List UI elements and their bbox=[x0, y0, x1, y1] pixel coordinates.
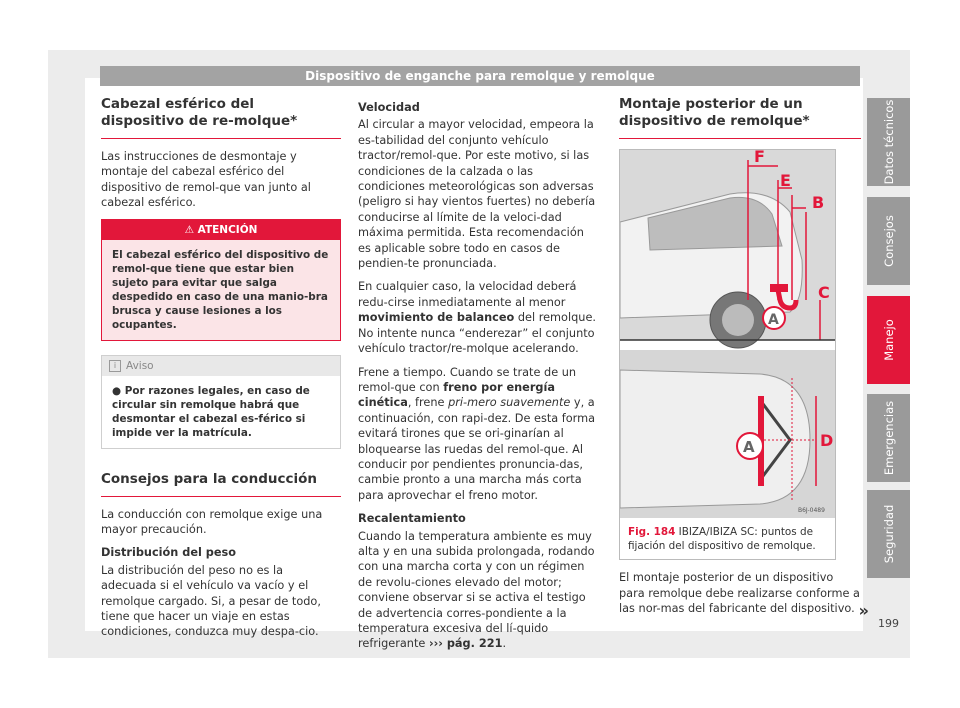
balanceo-text bbox=[358, 279, 600, 356]
continue-icon: » bbox=[858, 601, 869, 621]
warning-header bbox=[102, 220, 340, 240]
tab-label: Consejos bbox=[881, 215, 896, 267]
label-a-top: A bbox=[743, 438, 755, 456]
note-item bbox=[102, 376, 340, 448]
label-a-side: A bbox=[768, 312, 779, 328]
note-box bbox=[101, 355, 341, 449]
warning-text: El cabezal esférico del dispositivo de remol-que tiene que estar bien sujeto para evitar que salga despedido en caso de una manio-bra brusca y cause lesiones a los ocupantes. bbox=[102, 240, 340, 340]
frenado-text bbox=[358, 365, 600, 504]
label-f: F bbox=[754, 150, 765, 166]
chapter-header: Dispositivo de enganche para remolque y remolque bbox=[100, 66, 860, 86]
section-title-montaje: Montaje posterior de un dispositivo de remolque* bbox=[619, 96, 861, 139]
text-run: del remolque. No intente nunca “enderezar” el conjunto vehículo tractor/re-molque acelerando. bbox=[358, 311, 596, 356]
figure-184 bbox=[619, 149, 836, 560]
text-run: En cualquier caso, la velocidad deberá redu-cirse inmediatamente al menor bbox=[358, 280, 577, 309]
subheading-recalentamiento: Recalentamiento bbox=[358, 512, 466, 526]
info-icon: i bbox=[109, 360, 121, 372]
tab-emergencias[interactable] bbox=[867, 394, 910, 482]
column-3 bbox=[619, 96, 869, 625]
tab-label: Seguridad bbox=[881, 504, 896, 564]
subheading-velocidad: Velocidad bbox=[358, 101, 420, 114]
section-title-cabezal: Cabezal esférico del dispositivo de re-molque* bbox=[101, 96, 341, 139]
tab-label: Manejo bbox=[881, 319, 896, 361]
note-label: Aviso bbox=[126, 359, 154, 372]
figure-number: Fig. 184 bbox=[628, 526, 676, 539]
text-run: Cuando la temperatura ambiente es muy alta y en una subida prolongada, rodando con una marcha corta y con un régimen de revolu-ciones elevado del motor; conviene observar si se activa el testigo de advertencia corres-pondiente a la temperatura excesiva del lí-quido refrigerante bbox=[358, 529, 595, 651]
text-bold: movimiento de balanceo bbox=[358, 311, 515, 325]
peso-text: La distribución del peso no es la adecuada si el vehículo va vacío y el remolque cargado. Si, a pesar de todo, tiene que hacer un viaje en estas condiciones, conduzca muy despa-cio. bbox=[101, 563, 321, 639]
cabezal-text: Las instrucciones de desmontaje y montaje del cabezal esférico del dispositivo de remol-que van junto al cabezal esférico. bbox=[101, 150, 311, 210]
recalentamiento-text bbox=[358, 529, 600, 652]
consejos-text: La conducción con remolque exige una mayor precaución. bbox=[101, 507, 323, 537]
tab-manejo[interactable] bbox=[867, 296, 910, 384]
column-1 bbox=[101, 96, 341, 648]
warning-triangle-icon: ⚠ bbox=[184, 223, 198, 236]
tab-consejos[interactable] bbox=[867, 197, 910, 285]
text-run: y, a continuación, con rapi-dez. De esta forma evitará tirones que se ori-ginarían al bloquearse las ruedas del remol-que. Al conducir por pendientes pronuncia-das, cambie pronto a una marcha más corta para aprovechar el freno motor. bbox=[358, 396, 596, 502]
tab-label: Emergencias bbox=[881, 400, 896, 476]
montaje-text: El montaje posterior de un dispositivo para remolque debe realizarse conforme a las nor-mas del fabricante del dispositivo. bbox=[619, 571, 860, 616]
bullet-icon: ● bbox=[112, 384, 122, 397]
subheading-peso: Distribución del peso bbox=[101, 546, 237, 560]
label-c: C bbox=[818, 283, 830, 302]
page-reference-link[interactable]: ››› pág. 221 bbox=[428, 637, 503, 651]
section-title-consejos: Consejos para la conducción bbox=[101, 471, 341, 497]
label-d: D bbox=[820, 431, 834, 450]
figure-code: B6J-0489 bbox=[798, 507, 825, 514]
text-run: . bbox=[502, 637, 507, 651]
note-text: Por razones legales, en caso de circular sin remolque habrá que desmontar el cabezal es-férico si impide ver la matrícula. bbox=[112, 384, 310, 439]
warning-box bbox=[101, 219, 341, 341]
warning-label: ATENCIÓN bbox=[197, 223, 258, 236]
text-bold: freno por energía cinética bbox=[358, 380, 555, 410]
tab-seguridad[interactable] bbox=[867, 490, 910, 578]
tab-label: Datos técnicos bbox=[881, 99, 896, 185]
text-run: , frene bbox=[407, 396, 449, 410]
text-run: Frene a tiempo. Cuando se trate de un remol-que con bbox=[358, 365, 577, 394]
text-italic: pri-mero suavemente bbox=[448, 396, 571, 410]
note-header bbox=[102, 356, 340, 376]
tab-datos-tecnicos[interactable] bbox=[867, 98, 910, 186]
page-number: 199 bbox=[878, 617, 899, 630]
velocidad-text: Al circular a mayor velocidad, empeora la es-tabilidad del conjunto vehículo tractor/remol-que. Por este motivo, si las condiciones de la calzada o las condiciones meteorológicas son adversas (peligro si hay vientos fuertes) no debería conducirse al límite de la veloci-dad máxima permitida. Esta recomendación es aplicable sobre todo en casos de pendien-te pronunciada. bbox=[358, 118, 596, 271]
tow-hitch-diagram bbox=[620, 150, 835, 518]
figure-caption bbox=[620, 522, 835, 559]
label-e: E bbox=[780, 171, 791, 190]
label-b: B bbox=[812, 193, 825, 212]
figure-caption-text: IBIZA/IBIZA SC: puntos de fijación del dispositivo de remolque. bbox=[628, 526, 816, 552]
column-2 bbox=[358, 100, 600, 660]
